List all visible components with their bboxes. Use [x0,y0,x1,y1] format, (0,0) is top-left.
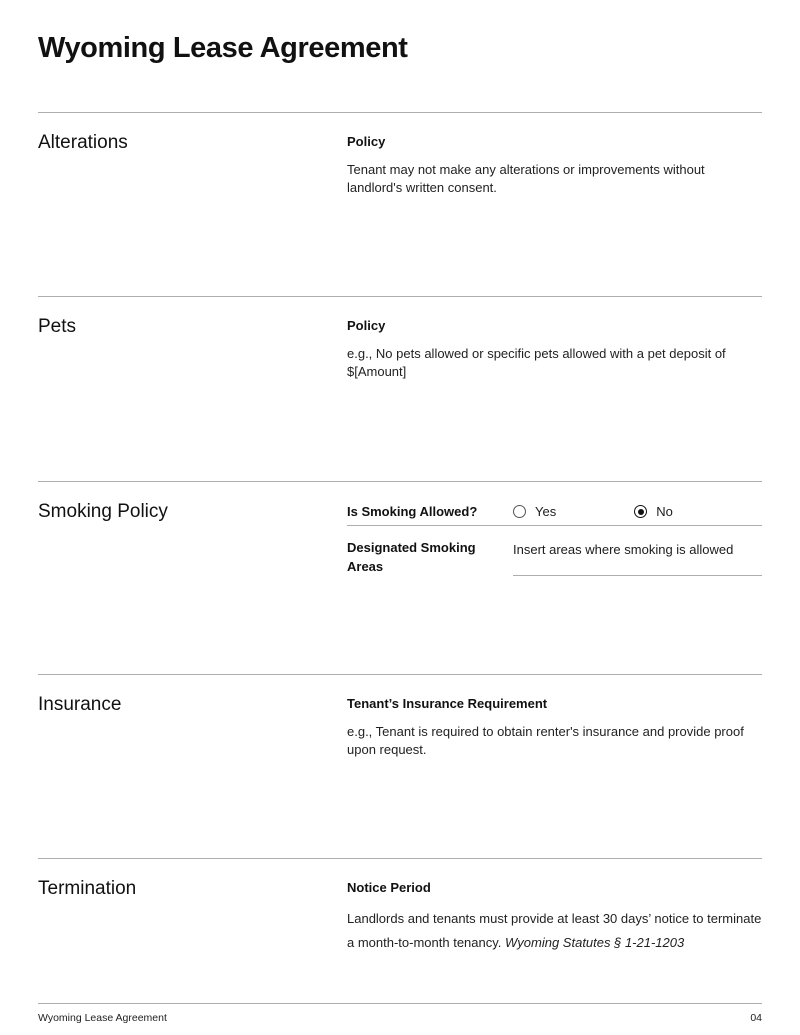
alterations-policy-label: Policy [347,134,386,150]
insurance-section-label: Insurance [38,694,122,716]
termination-left-column [38,878,347,1002]
designated-areas-field[interactable]: Insert areas where smoking is allowed [513,539,762,575]
insurance-left-column [38,694,347,858]
notice-period-label: Notice Period [347,880,431,896]
alterations-policy-value: Tenant may not make any alterations or improvements without landlord's written consent. [347,162,705,195]
section-smoking-policy [38,481,762,674]
pets-left-column [38,316,347,481]
section-termination [38,858,762,1002]
insurance-right-column [347,694,762,858]
notice-period-value [347,907,762,955]
termination-section-label: Termination [38,878,137,900]
smoking-allowed-row [347,503,762,526]
section-alterations [38,112,762,296]
section-insurance [38,674,762,858]
smoking-allowed-radio-group [513,503,673,519]
radio-option-yes[interactable] [513,504,556,519]
pets-right-column [347,316,762,481]
insurance-requirement-label: Tenant’s Insurance Requirement [347,696,548,712]
footer-page-number: 04 [750,1011,762,1024]
pets-section-label: Pets [38,316,77,338]
radio-option-no[interactable] [634,504,673,519]
page-footer [38,1003,762,1024]
footer-document-title: Wyoming Lease Agreement [38,1011,167,1024]
page-title: Wyoming Lease Agreement [38,32,408,64]
pets-policy-value: e.g., No pets allowed or specific pets allowed with a pet deposit of $[Amount] [347,346,726,379]
radio-no-icon[interactable] [634,505,647,518]
notice-period-text: Landlords and tenants must provide at least 30 days’ notice to terminate a month-to-month tenancy. [347,911,762,951]
section-pets [38,296,762,481]
radio-no-label: No [656,504,673,520]
form-sections [38,112,762,1002]
smoking-right-column [347,501,762,674]
pets-policy-label: Policy [347,318,386,334]
radio-yes-label: Yes [535,504,557,520]
alterations-left-column [38,132,347,296]
termination-right-column [347,878,762,1002]
smoking-section-label: Smoking Policy [38,501,168,523]
designated-areas-row [347,539,762,575]
smoking-left-column [38,501,347,674]
alterations-right-column [347,132,762,296]
alterations-section-label: Alterations [38,132,128,154]
insurance-requirement-value: e.g., Tenant is required to obtain renter's insurance and provide proof upon request. [347,724,744,757]
smoking-allowed-label: Is Smoking Allowed? [347,504,478,520]
notice-period-citation: Wyoming Statutes § 1-21-1203 [505,935,685,951]
radio-yes-icon[interactable] [513,505,526,518]
designated-areas-label: Designated Smoking Areas [347,540,476,574]
